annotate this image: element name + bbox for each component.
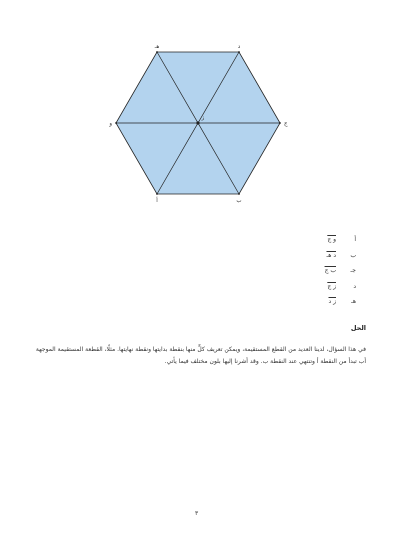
choice-e[interactable]: [296, 294, 356, 310]
choice-letter: هـ: [351, 298, 356, 305]
solution-title: الحل: [350, 324, 366, 332]
vertex-label-bottom-left: أ: [156, 198, 158, 204]
choice-c[interactable]: [296, 263, 356, 279]
solution-body: في هذا السؤال، لدينا العديد من القطع المستقيمة، ويمكن تعريف كلٍّ منها بنقطة بدايتها ونقطة نهايتها. مثلًا، القطعة المستقيمة الموجهة أب تبدأ من النقطة أ وتنتهي عند النقطة ب. وقد أشرنا إليها بلون مختلف فيما يأتي.: [35, 346, 366, 365]
choice-segment: د هـ: [326, 251, 336, 259]
choice-segment: ز د: [328, 298, 336, 305]
choice-segment: ب ج: [324, 267, 336, 274]
choice-b[interactable]: [296, 248, 356, 264]
vertex-point: [156, 193, 158, 195]
choice-segment: و ج: [327, 236, 336, 243]
vertex-point: [238, 51, 240, 53]
vertex-point: [238, 193, 240, 195]
vertex-point: [115, 122, 117, 124]
choice-letter: جـ: [350, 267, 356, 274]
vertex-label-right: ج: [284, 121, 288, 127]
center-point: [196, 121, 199, 124]
choice-letter: ب: [350, 251, 356, 259]
choice-a[interactable]: [296, 232, 356, 248]
vertex-label-top-right: د: [237, 44, 241, 50]
vertex-label-bottom-right: ب: [236, 198, 242, 204]
choice-segment: ز ج: [327, 282, 336, 290]
vertex-label-center: ز: [201, 115, 205, 121]
vertex-point: [156, 51, 158, 53]
vertex-label-top-left: هـ: [154, 44, 160, 50]
choice-letter: أ: [354, 236, 356, 243]
vertex-label-left: و: [109, 121, 112, 127]
answer-choices: [296, 232, 356, 310]
choice-d[interactable]: [296, 279, 356, 295]
page-number: ٣: [195, 510, 199, 517]
vertex-point: [279, 122, 281, 124]
choice-letter: د: [353, 282, 356, 290]
